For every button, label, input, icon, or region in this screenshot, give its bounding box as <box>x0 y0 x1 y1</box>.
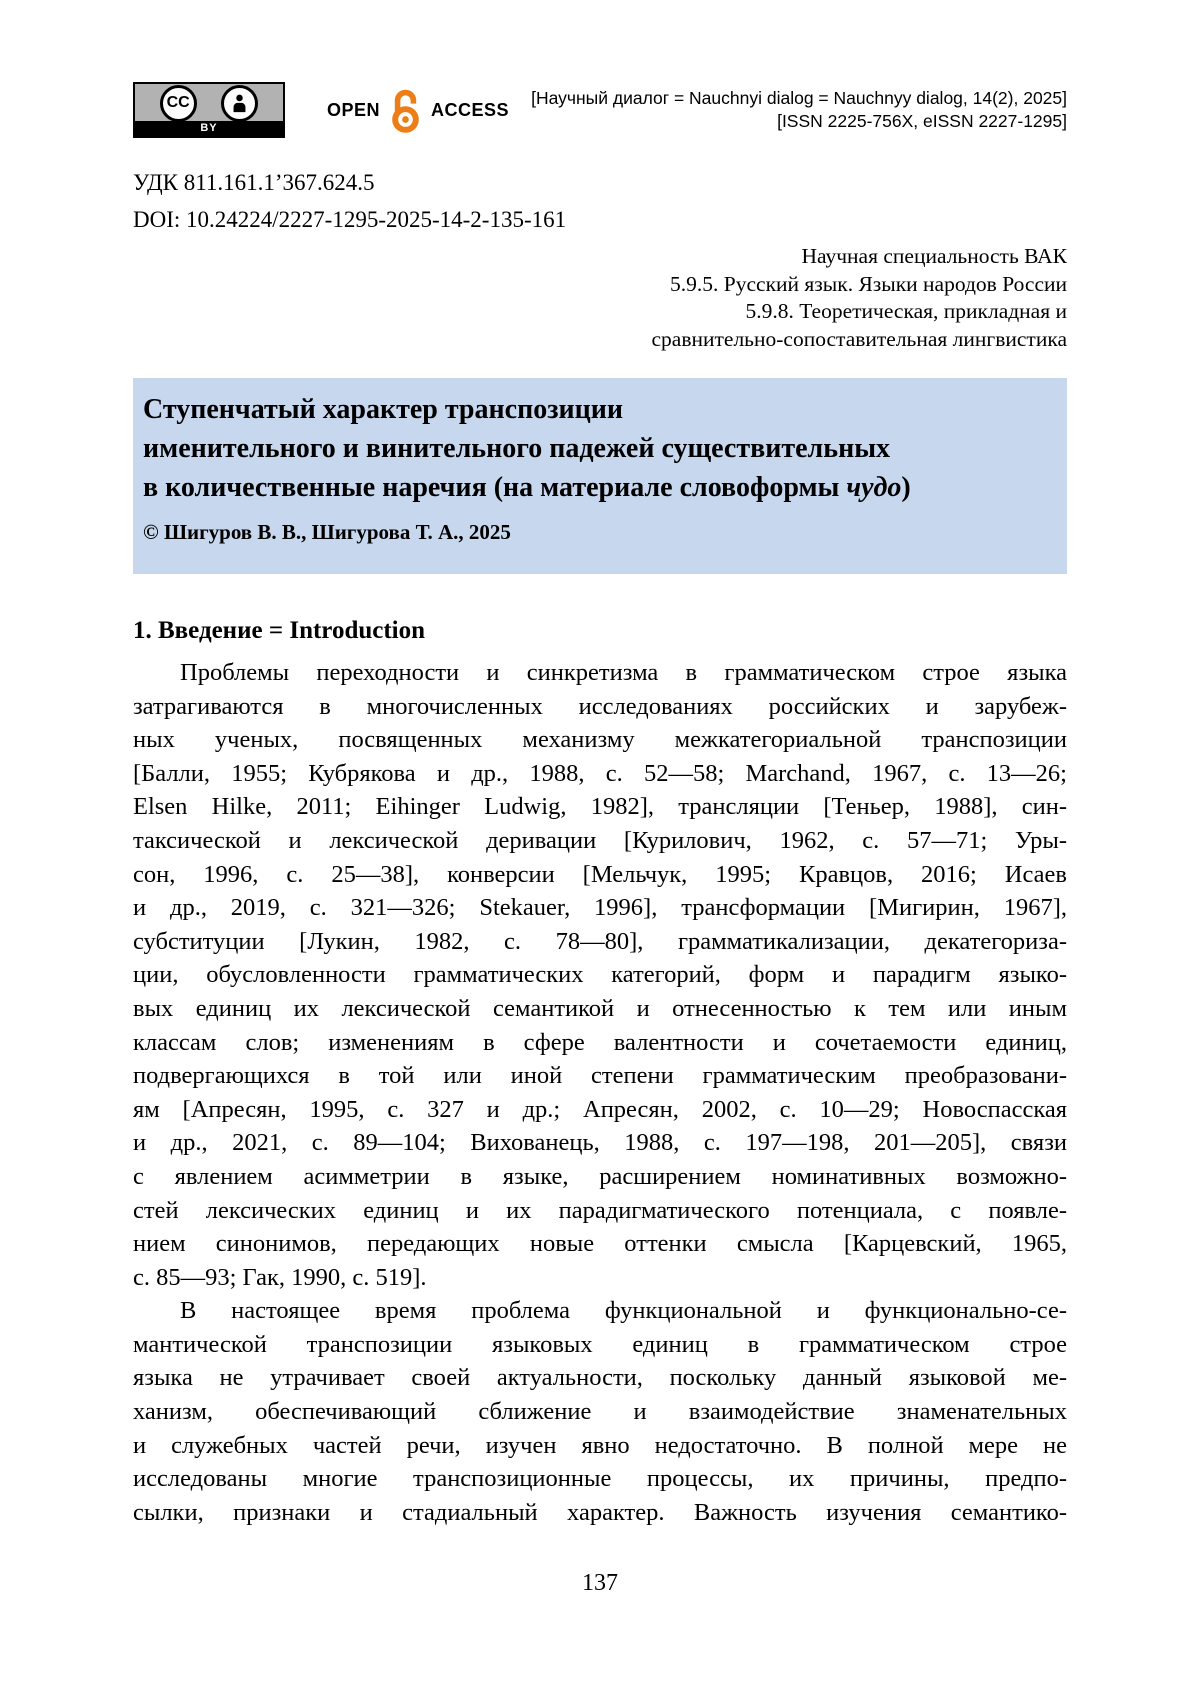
journal-citation-line1: [Научный диалог = Nauchnyi dialog = Nauchnyy dialog, 14(2), 2025] <box>531 88 1067 108</box>
paragraph-2 <box>133 1294 1067 1529</box>
title-wordform-italic: чудо <box>846 472 902 503</box>
paragraph-line: классам слов; изменениям в сфере валентности и сочетаемости единиц, <box>133 1028 1067 1056</box>
authors-copyright-line: © Шигуров В. В., Шигурова Т. А., 2025 <box>143 520 511 544</box>
attribution-person-icon <box>221 85 258 122</box>
paragraph-line: ных ученых, посвященных механизму межкатегориальной транспозиции <box>133 726 1067 754</box>
vak-line: сравнительно-сопоставительная лингвистика <box>651 326 1067 351</box>
cc-badge-icons <box>135 84 283 122</box>
section-heading-introduction: 1. Введение = Introduction <box>133 617 426 644</box>
article-title-line <box>143 468 1057 507</box>
vak-line: 5.9.8. Теоретическая, прикладная и <box>745 299 1067 323</box>
paragraph-line: стей лексических единиц и их парадигматического потенциала, с появле- <box>133 1196 1067 1224</box>
paragraph-line: мантической транспозиции языковых единиц в грамматическом строе <box>133 1330 1067 1358</box>
paragraph-line: подвергающихся в той или иной степени грамматическим преобразовани- <box>133 1062 1067 1090</box>
vak-speciality-block <box>652 243 1067 353</box>
cc-icon: CC <box>160 85 197 122</box>
vak-line: 5.9.5. Русский язык. Языки народов России <box>670 271 1067 296</box>
paragraph-line: и др., 2019, с. 321—326; Stekauer, 1996], трансформации [Мигирин, 1967], <box>133 894 1067 922</box>
article-title-line: Ступенчатый характер транспозиции <box>143 394 623 425</box>
journal-citation <box>509 82 1067 133</box>
udc-doi-block <box>133 164 566 238</box>
page-header <box>133 82 1067 138</box>
cc-by-label: BY <box>135 121 283 136</box>
paragraph-line: В настоящее время проблема функциональной и функционально-се- <box>180 1297 1067 1325</box>
paragraph-line: ции, обусловленности грамматических категорий, форм и парадигм языко- <box>133 961 1067 989</box>
open-access-word-open: OPEN <box>327 99 381 120</box>
paragraph-line: языка не утрачивает своей актуальности, поскольку данный языковой ме- <box>133 1364 1067 1392</box>
paragraph-line: нием синонимов, передающих новые оттенки смысла [Карцевский, 1965, <box>133 1230 1067 1258</box>
paragraph-line: исследованы многие транспозиционные процессы, их причины, предпо- <box>133 1465 1067 1493</box>
paragraph-line: субституции [Лукин, 1982, с. 78—80], грамматикализации, декатегориза- <box>133 927 1067 955</box>
article-title-line: именительного и винительного падежей существительных <box>143 433 891 464</box>
paragraph-line: с. 85—93; Гак, 1990, с. 519]. <box>133 1263 427 1291</box>
paragraph-line: Проблемы переходности и синкретизма в грамматическом строе языка <box>180 659 1067 686</box>
paragraph-line: сылки, признаки и стадиальный характер. Важность изучения семантико- <box>133 1498 1067 1526</box>
paragraph-line: [Балли, 1955; Кубрякова и др., 1988, с. 52—58; Marchand, 1967, с. 13—26; <box>133 759 1067 787</box>
doi-number: DOI: 10.24224/2227-1295-2025-14-2-135-161 <box>133 207 567 232</box>
paragraph-line: с явлением асимметрии в языке, расширением номинативных возможно- <box>133 1162 1067 1190</box>
paragraph-1 <box>133 656 1067 1294</box>
paragraph-line: ханизм, обеспечивающий сближение и взаимодействие знаменательных <box>133 1398 1067 1426</box>
udc-number: УДК 811.161.1’367.624.5 <box>133 170 375 195</box>
paragraph-line: ям [Апресян, 1995, с. 327 и др.; Апресян, 2002, с. 10—29; Новоспасская <box>133 1095 1067 1123</box>
paragraph-line: таксической и лексической деривации [Курилович, 1962, с. 57—71; Уры- <box>133 826 1067 854</box>
paragraph-line: и др., 2021, с. 89—104; Вихованець, 1988, с. 197—198, 201—205], связи <box>133 1129 1067 1157</box>
title-line3-text: в количественные наречия (на материале словоформы <box>143 472 847 503</box>
article-body <box>133 614 1067 1529</box>
paragraph-line: сон, 1996, с. 25—38], конверсии [Мельчук, 1995; Кравцов, 2016; Исаев <box>133 860 1067 888</box>
paragraph-line: и служебных частей речи, изучен явно недостаточно. В полной мере не <box>133 1431 1067 1459</box>
title-line3-close: ) <box>901 472 911 503</box>
cc-by-license-badge <box>133 82 285 138</box>
open-lock-icon <box>388 87 423 133</box>
article-title-block <box>133 378 1067 574</box>
paragraph-line: затрагиваются в многочисленных исследованиях российских и зарубеж- <box>133 692 1067 720</box>
journal-citation-line2: [ISSN 2225-756X, eISSN 2227-1295] <box>777 111 1067 131</box>
vak-line: Научная специальность ВАК <box>801 244 1067 268</box>
paragraph-line: Elsen Hilke, 2011; Eihinger Ludwig, 1982], трансляции [Теньер, 1988], син- <box>133 793 1067 821</box>
paragraph-line: вых единиц их лексической семантикой и отнесенностью к тем или иным <box>133 994 1067 1022</box>
open-access-word-access: ACCESS <box>431 99 510 120</box>
open-access-logo <box>327 82 509 138</box>
page-number: 137 <box>582 1570 618 1596</box>
